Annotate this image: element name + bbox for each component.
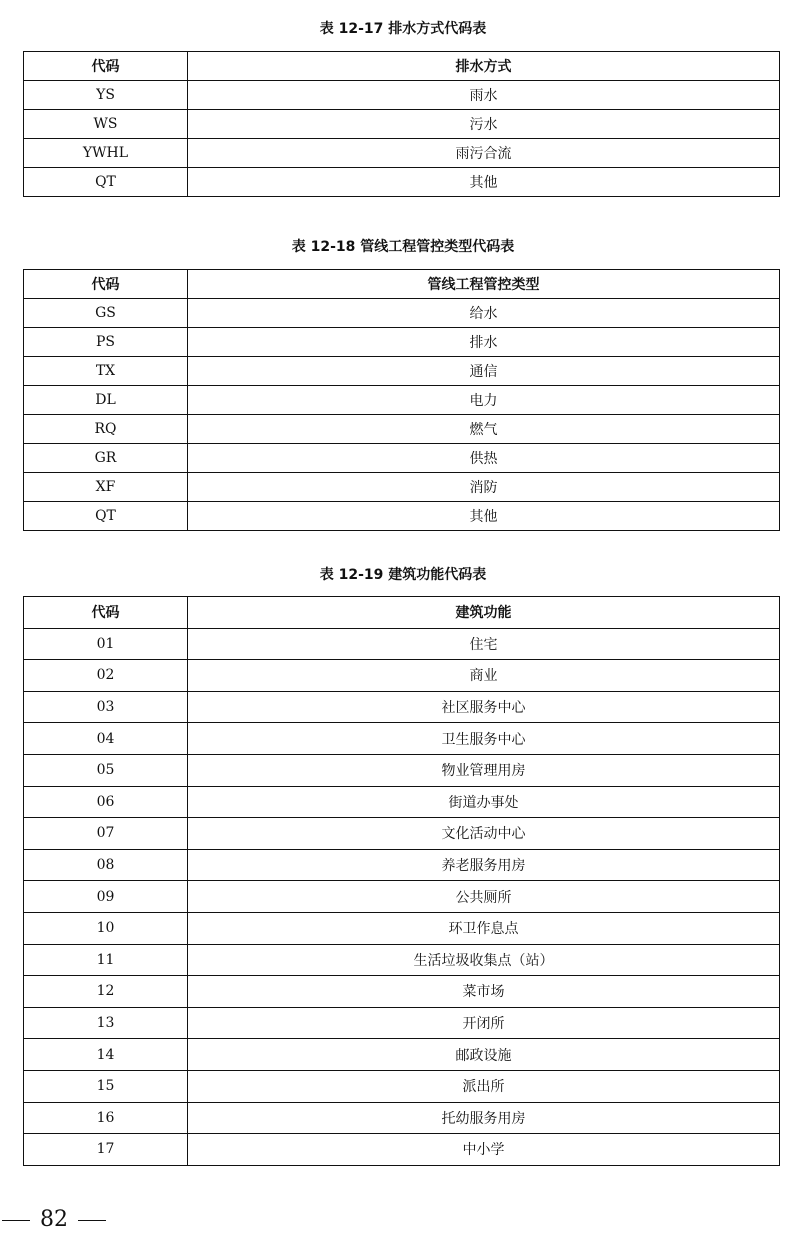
code-cell: 07	[24, 818, 188, 850]
table-row	[24, 110, 780, 139]
table-row	[24, 628, 780, 660]
drainage-code-table	[23, 51, 780, 197]
value-cell: 社区服务中心	[188, 691, 780, 723]
table-row	[24, 299, 780, 328]
value-cell: 邮政设施	[188, 1039, 780, 1071]
table-row	[24, 473, 780, 502]
code-cell: RQ	[24, 415, 188, 444]
pipeline-control-type-table	[23, 269, 780, 531]
code-cell: 09	[24, 881, 188, 913]
value-cell: 其他	[188, 502, 780, 531]
code-cell: QT	[24, 502, 188, 531]
table-caption-12-17: 表 12-17 排水方式代码表	[319, 21, 487, 37]
value-cell: 开闭所	[188, 1007, 780, 1039]
value-cell: 通信	[188, 357, 780, 386]
table-row	[24, 786, 780, 818]
code-cell: 11	[24, 944, 188, 976]
header-code: 代码	[24, 270, 188, 299]
code-cell: XF	[24, 473, 188, 502]
value-cell: 生活垃圾收集点（站）	[188, 944, 780, 976]
code-cell: WS	[24, 110, 188, 139]
code-cell: YS	[24, 81, 188, 110]
code-cell: 10	[24, 912, 188, 944]
table-row	[24, 723, 780, 755]
table-caption-12-18: 表 12-18 管线工程管控类型代码表	[291, 239, 515, 255]
value-cell: 文化活动中心	[188, 818, 780, 850]
value-cell: 消防	[188, 473, 780, 502]
code-cell: 03	[24, 691, 188, 723]
table-row	[24, 1134, 780, 1166]
building-function-code-table	[23, 596, 780, 1166]
value-cell: 街道办事处	[188, 786, 780, 818]
code-cell: 06	[24, 786, 188, 818]
table-row	[24, 139, 780, 168]
value-cell: 电力	[188, 386, 780, 415]
code-cell: 15	[24, 1070, 188, 1102]
table-header-row	[24, 597, 780, 629]
value-cell: 给水	[188, 299, 780, 328]
code-cell: 02	[24, 660, 188, 692]
value-cell: 住宅	[188, 628, 780, 660]
code-cell: GR	[24, 444, 188, 473]
code-cell: GS	[24, 299, 188, 328]
table-row	[24, 386, 780, 415]
table-row	[24, 444, 780, 473]
value-cell: 供热	[188, 444, 780, 473]
value-cell: 环卫作息点	[188, 912, 780, 944]
code-cell: TX	[24, 357, 188, 386]
table-row	[24, 881, 780, 913]
code-cell: 05	[24, 754, 188, 786]
table-row	[24, 502, 780, 531]
value-cell: 公共厕所	[188, 881, 780, 913]
value-cell: 污水	[188, 110, 780, 139]
table-row	[24, 1070, 780, 1102]
value-cell: 派出所	[188, 1070, 780, 1102]
code-cell: YWHL	[24, 139, 188, 168]
header-pipeline-control-type: 管线工程管控类型	[188, 270, 780, 299]
table-row	[24, 849, 780, 881]
table-row	[24, 660, 780, 692]
table-header-row	[24, 52, 780, 81]
value-cell: 商业	[188, 660, 780, 692]
code-cell: DL	[24, 386, 188, 415]
table-row	[24, 1039, 780, 1071]
code-cell: QT	[24, 168, 188, 197]
code-cell: 17	[24, 1134, 188, 1166]
page-footer	[2, 1206, 106, 1234]
value-cell: 卫生服务中心	[188, 723, 780, 755]
value-cell: 养老服务用房	[188, 849, 780, 881]
table-row	[24, 1007, 780, 1039]
table-row	[24, 1102, 780, 1134]
table-row	[24, 168, 780, 197]
value-cell: 雨水	[188, 81, 780, 110]
code-cell: 14	[24, 1039, 188, 1071]
footer-dash-right	[78, 1220, 106, 1221]
code-cell: PS	[24, 328, 188, 357]
table-row	[24, 754, 780, 786]
table-row	[24, 328, 780, 357]
table-row	[24, 357, 780, 386]
value-cell: 物业管理用房	[188, 754, 780, 786]
table-row	[24, 81, 780, 110]
header-building-function: 建筑功能	[188, 597, 780, 629]
code-cell: 08	[24, 849, 188, 881]
table-row	[24, 976, 780, 1008]
code-cell: 04	[24, 723, 188, 755]
table-row	[24, 944, 780, 976]
table-row	[24, 912, 780, 944]
value-cell: 雨污合流	[188, 139, 780, 168]
code-cell: 16	[24, 1102, 188, 1134]
table-caption-12-19: 表 12-19 建筑功能代码表	[319, 567, 487, 583]
header-code: 代码	[24, 52, 188, 81]
value-cell: 托幼服务用房	[188, 1102, 780, 1134]
value-cell: 排水	[188, 328, 780, 357]
code-cell: 12	[24, 976, 188, 1008]
value-cell: 燃气	[188, 415, 780, 444]
header-code: 代码	[24, 597, 188, 629]
value-cell: 中小学	[188, 1134, 780, 1166]
value-cell: 菜市场	[188, 976, 780, 1008]
table-row	[24, 818, 780, 850]
table-row	[24, 415, 780, 444]
header-drainage-method: 排水方式	[188, 52, 780, 81]
page-number: 82	[40, 1207, 68, 1232]
footer-dash-left	[2, 1220, 30, 1221]
table-header-row	[24, 270, 780, 299]
code-cell: 01	[24, 628, 188, 660]
value-cell: 其他	[188, 168, 780, 197]
table-row	[24, 691, 780, 723]
code-cell: 13	[24, 1007, 188, 1039]
